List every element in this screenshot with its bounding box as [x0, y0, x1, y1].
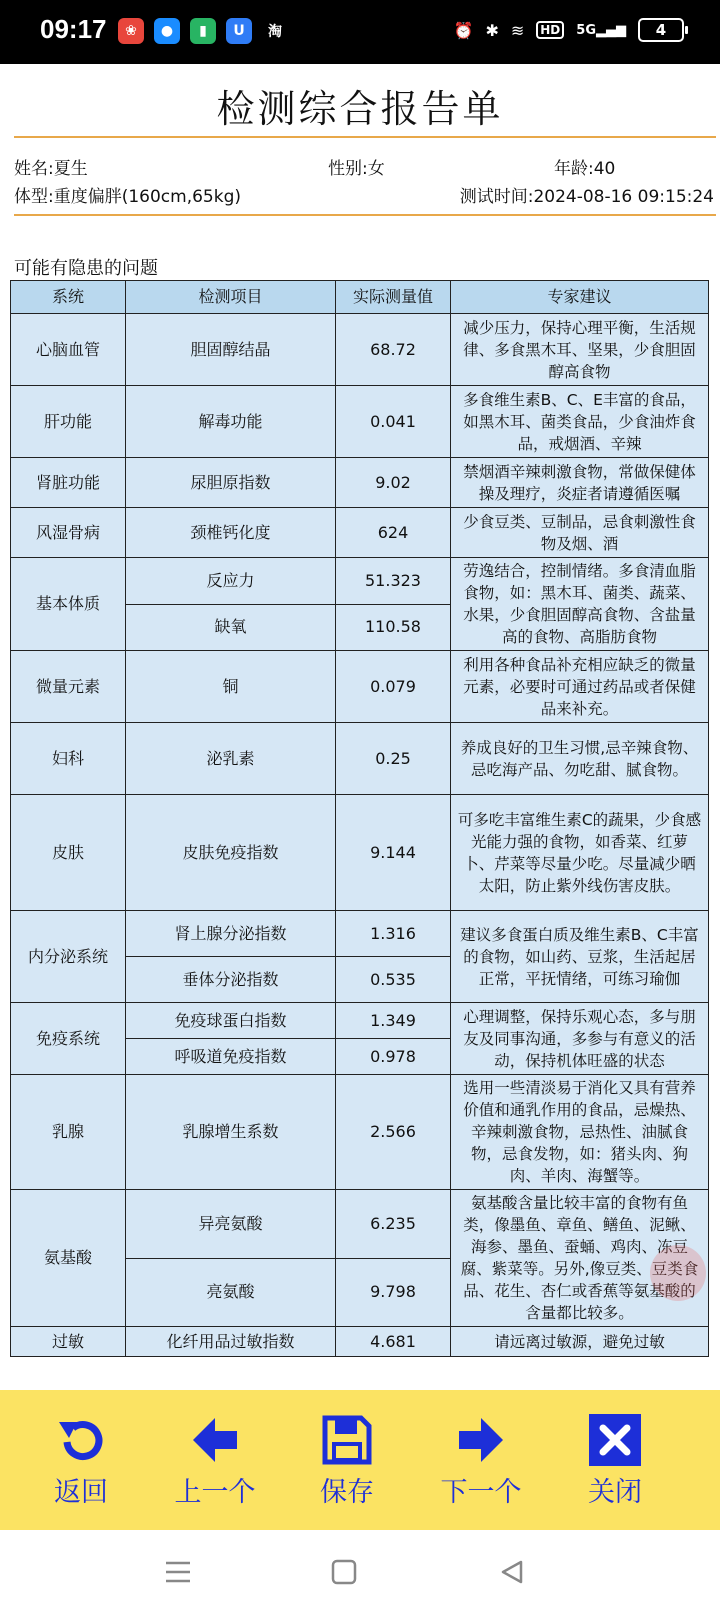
system-cell: 内分泌系统 — [11, 911, 126, 1003]
value-cell: 4.681 — [336, 1327, 451, 1357]
wifi-icon: ≋ — [510, 20, 525, 40]
status-bar — [0, 0, 720, 64]
save-button[interactable] — [292, 1412, 402, 1512]
divider — [14, 214, 716, 216]
item-cell: 亮氨酸 — [126, 1258, 336, 1327]
menu-nav-button[interactable] — [160, 1554, 196, 1590]
value-cell: 9.798 — [336, 1258, 451, 1327]
value-cell: 9.02 — [336, 458, 451, 508]
advice-cell: 劳逸结合，控制情绪。多食清血脂食物，如：黑木耳、菌类、蔬菜、水果，少食胆固醇高食物、含盐量高的食物、高脂肪食物 — [451, 558, 709, 651]
battery-level: 4 — [655, 21, 667, 39]
bluetooth-icon: ✱ — [485, 20, 499, 40]
table-row — [11, 1003, 709, 1039]
item-cell: 呼吸道免疫指数 — [126, 1039, 336, 1075]
value-cell: 0.079 — [336, 651, 451, 723]
section-title: 可能有隐患的问题 — [14, 258, 158, 279]
column-header: 系统 — [11, 281, 126, 314]
system-cell: 皮肤 — [11, 795, 126, 911]
app-notification-icon: ❀ — [118, 18, 144, 44]
home-nav-button[interactable] — [326, 1554, 362, 1590]
back-label: 返回 — [54, 1477, 108, 1508]
value-cell: 6.235 — [336, 1190, 451, 1259]
save-icon — [319, 1412, 375, 1468]
table-row — [11, 386, 709, 458]
status-app-icons — [118, 18, 288, 44]
advice-cell: 建议多食蛋白质及维生素B、C丰富的食物，如山药、豆浆，生活起居正常，平抚情绪，可练习瑜伽 — [451, 911, 709, 1003]
status-time: 09:17 — [40, 14, 107, 44]
app-notification-icon: ● — [154, 18, 180, 44]
value-cell: 0.535 — [336, 957, 451, 1003]
hd-icon: HD — [536, 21, 564, 39]
table-row — [11, 558, 709, 605]
app-notification-icon: ▮ — [190, 18, 216, 44]
advice-cell: 养成良好的卫生习惯,忌辛辣食物、忌吃海产品、勿吃甜、腻食物。 — [451, 723, 709, 795]
advice-cell: 多食维生素B、C、E丰富的食品，如黑木耳、菌类食品，少食油炸食品，戒烟酒、辛辣 — [451, 386, 709, 458]
table-row — [11, 651, 709, 723]
table-row — [11, 314, 709, 386]
table-row — [11, 1075, 709, 1190]
undo-icon — [53, 1412, 109, 1468]
value-cell: 1.316 — [336, 911, 451, 957]
value-cell: 0.978 — [336, 1039, 451, 1075]
item-cell: 肾上腺分泌指数 — [126, 911, 336, 957]
body-type: 体型:重度偏胖(160cm,65kg) — [14, 187, 242, 207]
divider — [14, 136, 716, 138]
value-cell: 51.323 — [336, 558, 451, 605]
network-type: 5G — [576, 22, 596, 38]
watermark-stamp — [650, 1245, 706, 1301]
system-cell: 微量元素 — [11, 651, 126, 723]
table-row — [11, 1190, 709, 1259]
system-cell: 风湿骨病 — [11, 508, 126, 558]
previous-label: 上一个 — [174, 1477, 256, 1508]
item-cell: 反应力 — [126, 558, 336, 605]
save-label: 保存 — [320, 1477, 374, 1508]
close-button[interactable] — [560, 1412, 670, 1512]
back-nav-button[interactable] — [494, 1554, 530, 1590]
taobao-icon: 淘 — [268, 24, 282, 40]
item-cell: 乳腺增生系数 — [126, 1075, 336, 1190]
advice-cell: 请远离过敏源，避免过敏 — [451, 1327, 709, 1357]
item-cell: 缺氧 — [126, 604, 336, 651]
advice-cell: 利用各种食品补充相应缺乏的微量元素，必要时可通过药品或者保健品来补充。 — [451, 651, 709, 723]
bottom-toolbar — [0, 1390, 720, 1530]
advice-cell: 减少压力，保持心理平衡，生活规律、多食黑木耳、坚果，少食胆固醇高食物 — [451, 314, 709, 386]
report-table — [10, 280, 709, 1357]
item-cell: 化纤用品过敏指数 — [126, 1327, 336, 1357]
value-cell: 624 — [336, 508, 451, 558]
table-row — [11, 508, 709, 558]
triangle-back-icon — [499, 1559, 525, 1585]
value-cell: 0.25 — [336, 723, 451, 795]
close-label: 关闭 — [588, 1477, 642, 1508]
arrow-right-icon — [453, 1412, 509, 1468]
previous-button[interactable] — [160, 1412, 270, 1512]
menu-icon — [164, 1560, 192, 1584]
system-cell: 肝功能 — [11, 386, 126, 458]
next-label: 下一个 — [440, 1477, 522, 1508]
item-cell: 铜 — [126, 651, 336, 723]
signal-icon: 5G▂▄▆ — [576, 22, 626, 38]
item-cell: 尿胆原指数 — [126, 458, 336, 508]
table-row — [11, 458, 709, 508]
item-cell: 颈椎钙化度 — [126, 508, 336, 558]
value-cell: 1.349 — [336, 1003, 451, 1039]
table-header-row — [11, 281, 709, 314]
column-header: 实际测量值 — [336, 281, 451, 314]
item-cell: 异亮氨酸 — [126, 1190, 336, 1259]
item-cell: 解毒功能 — [126, 386, 336, 458]
report-title: 检测综合报告单 — [216, 87, 504, 131]
system-cell: 免疫系统 — [11, 1003, 126, 1075]
advice-cell: 可多吃丰富维生素C的蔬果，少食感光能力强的食物，如香菜、红萝卜、芹菜等尽量少吃。尽量减少晒太阳，防止紫外线伤害皮肤。 — [451, 795, 709, 911]
advice-cell: 氨基酸含量比较丰富的食物有鱼类，像墨鱼、章鱼、鳝鱼、泥鳅、海参、墨鱼、蚕蛹、鸡肉、冻豆腐、紫菜等。另外,像豆类、豆类食品、花生、杏仁或香蕉等氨基酸的含量都比较多。 — [451, 1190, 709, 1327]
app-notification-icon: U — [226, 18, 252, 44]
value-cell: 9.144 — [336, 795, 451, 911]
patient-gender: 性别:女 — [328, 159, 385, 179]
advice-cell: 选用一些清淡易于消化又具有营养价值和通乳作用的食品，忌燥热、辛辣刺激食物，忌热性、油腻食物，忌食发物，如：猪头肉、狗肉、羊肉、海蟹等。 — [451, 1075, 709, 1190]
table-row — [11, 911, 709, 957]
table-row — [11, 795, 709, 911]
system-cell: 过敏 — [11, 1327, 126, 1357]
item-cell: 垂体分泌指数 — [126, 957, 336, 1003]
advice-cell: 禁烟酒辛辣刺激食物，常做保健体操及理疗，炎症者请遵循医嘱 — [451, 458, 709, 508]
item-cell: 胆固醇结晶 — [126, 314, 336, 386]
alarm-icon: ⏰ — [453, 20, 474, 40]
system-cell: 乳腺 — [11, 1075, 126, 1190]
patient-age: 年龄:40 — [554, 159, 616, 179]
table-row — [11, 1327, 709, 1357]
system-cell: 心脑血管 — [11, 314, 126, 386]
patient-name: 姓名:夏生 — [14, 159, 88, 179]
system-cell: 基本体质 — [11, 558, 126, 651]
item-cell: 皮肤免疫指数 — [126, 795, 336, 911]
item-cell: 免疫球蛋白指数 — [126, 1003, 336, 1039]
system-cell: 妇科 — [11, 723, 126, 795]
battery-icon — [638, 18, 684, 42]
column-header: 检测项目 — [126, 281, 336, 314]
value-cell: 2.566 — [336, 1075, 451, 1190]
system-nav-bar — [0, 1530, 720, 1612]
system-cell: 肾脏功能 — [11, 458, 126, 508]
advice-cell: 少食豆类、豆制品，忌食刺激性食物及烟、酒 — [451, 508, 709, 558]
close-icon — [587, 1412, 643, 1468]
back-button[interactable] — [26, 1412, 136, 1512]
arrow-left-icon — [187, 1412, 243, 1468]
column-header: 专家建议 — [451, 281, 709, 314]
value-cell: 110.58 — [336, 604, 451, 651]
test-time: 测试时间:2024-08-16 09:15:24 — [459, 187, 714, 207]
next-button[interactable] — [426, 1412, 536, 1512]
table-row — [11, 723, 709, 795]
value-cell: 68.72 — [336, 314, 451, 386]
system-cell: 氨基酸 — [11, 1190, 126, 1327]
advice-cell: 心理调整，保持乐观心态，多与朋友及同事沟通，多参与有意义的活动，保持机体旺盛的状态 — [451, 1003, 709, 1075]
value-cell: 0.041 — [336, 386, 451, 458]
item-cell: 泌乳素 — [126, 723, 336, 795]
home-square-icon — [331, 1559, 357, 1585]
status-indicators — [454, 18, 684, 42]
